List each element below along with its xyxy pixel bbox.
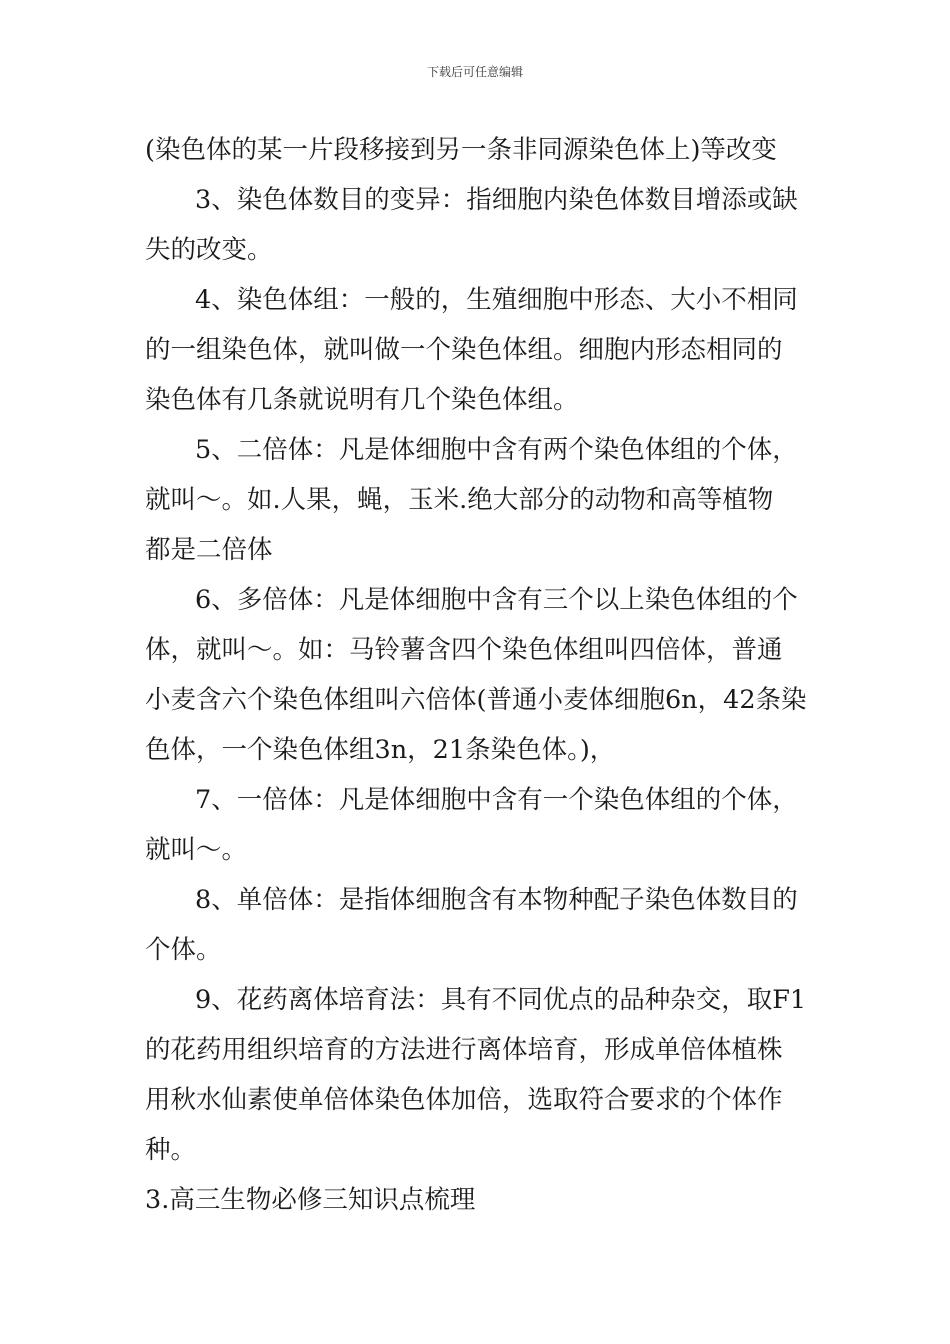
page-header-note: 下载后可任意编辑 — [426, 65, 523, 79]
text-line: 个体。 — [145, 935, 222, 965]
text-line: 5、二倍体：凡是体细胞中含有两个染色体组的个体， — [195, 435, 798, 465]
text-line: 种。 — [145, 1135, 197, 1165]
text-line: 的花药用组织培育的方法进行离体培育，形成单倍体植株 — [145, 1035, 783, 1065]
text-line: 都是二倍体 — [145, 535, 273, 565]
text-line: 色体，一个染色体组3n，21条染色体。)， — [145, 735, 616, 765]
text-line: 4、染色体组：一般的，生殖细胞中形态、大小不相同 — [195, 285, 798, 315]
text-line: 小麦含六个染色体组叫六倍体(普通小麦体细胞6n，42条染 — [145, 685, 807, 715]
text-line: 3、染色体数目的变异：指细胞内染色体数目增添或缺 — [195, 185, 798, 215]
text-line: (染色体的某一片段移接到另一条非同源染色体上)等改变 — [145, 135, 777, 165]
text-line: 8、单倍体：是指体细胞含有本物种配子染色体数目的 — [195, 885, 798, 915]
section-heading: 3.高三生物必修三知识点梳理 — [145, 1185, 476, 1215]
text-line: 就叫～。 — [145, 835, 248, 865]
text-line: 7、一倍体：凡是体细胞中含有一个染色体组的个体， — [195, 785, 798, 815]
text-line: 6、多倍体：凡是体细胞中含有三个以上染色体组的个 — [195, 585, 798, 615]
text-line: 染色体有几条就说明有几个染色体组。 — [145, 385, 579, 415]
document-body — [145, 125, 810, 1225]
text-line: 用秋水仙素使单倍体染色体加倍，选取符合要求的个体作 — [145, 1085, 783, 1115]
text-line: 的一组染色体，就叫做一个染色体组。细胞内形态相同的 — [145, 335, 783, 365]
text-line: 9、花药离体培育法：具有不同优点的品种杂交，取F1 — [195, 985, 807, 1015]
text-line: 失的改变。 — [145, 235, 273, 265]
text-line: 体，就叫～。如：马铃薯含四个染色体组叫四倍体，普通 — [145, 635, 783, 665]
text-line: 就叫～。如.人果，蝇，玉米.绝大部分的动物和高等植物 — [145, 485, 774, 515]
